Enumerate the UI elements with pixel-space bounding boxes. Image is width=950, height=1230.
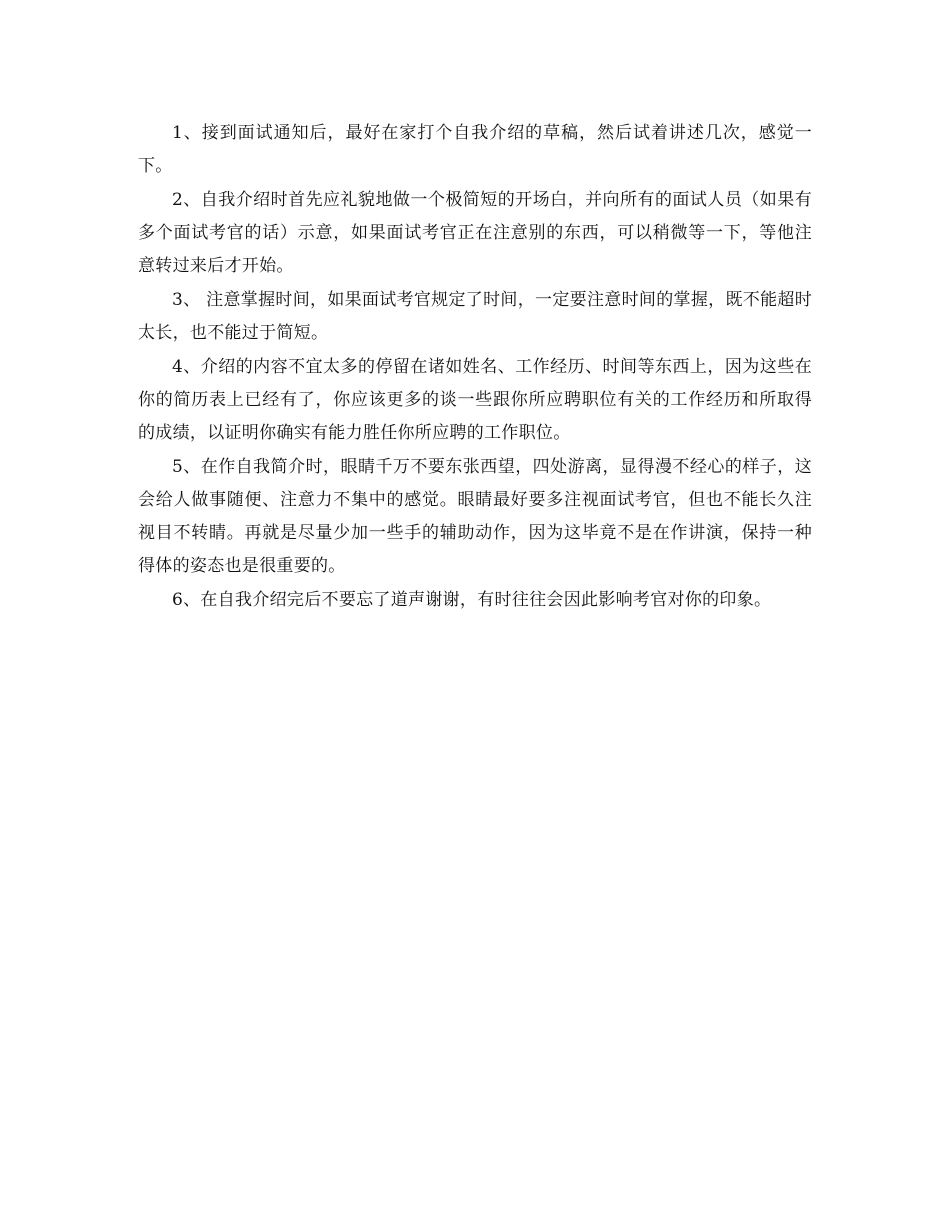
document-body xyxy=(138,117,812,618)
paragraph-4: 4、介绍的内容不宜太多的停留在诸如姓名、工作经历、时间等东西上，因为这些在你的简历表上已经有了，你应该更多的谈一些跟你所应聘职位有关的工作经历和所取得的成绩，以证明你确实有能力胜任你所应聘的工作职位。 xyxy=(138,357,812,443)
paragraph-2: 2、自我介绍时首先应礼貌地做一个极简短的开场白，并向所有的面试人员（如果有多个面试考官的话）示意，如果面试考官正在注意别的东西，可以稍微等一下，等他注意转过来后才开始。 xyxy=(138,190,812,276)
paragraph-6: 6、在自我介绍完后不要忘了道声谢谢，有时往往会因此影响考官对你的印象。 xyxy=(172,590,772,610)
paragraph-5: 5、在作自我简介时，眼睛千万不要东张西望，四处游离，显得漫不经心的样子，这会给人做事随便、注意力不集中的感觉。眼睛最好要多注视面试考官，但也不能长久注视目不转睛。再就是尽量少加一些手的辅助动作，因为这毕竟不是在作讲演，保持一种得体的姿态也是很重要的。 xyxy=(138,457,812,576)
paragraph-3: 3、 注意掌握时间，如果面试考官规定了时间，一定要注意时间的掌握，既不能超时太长，也不能过于简短。 xyxy=(138,290,812,343)
paragraph-1: 1、接到面试通知后，最好在家打个自我介绍的草稿，然后试着讲述几次，感觉一下。 xyxy=(138,123,812,176)
